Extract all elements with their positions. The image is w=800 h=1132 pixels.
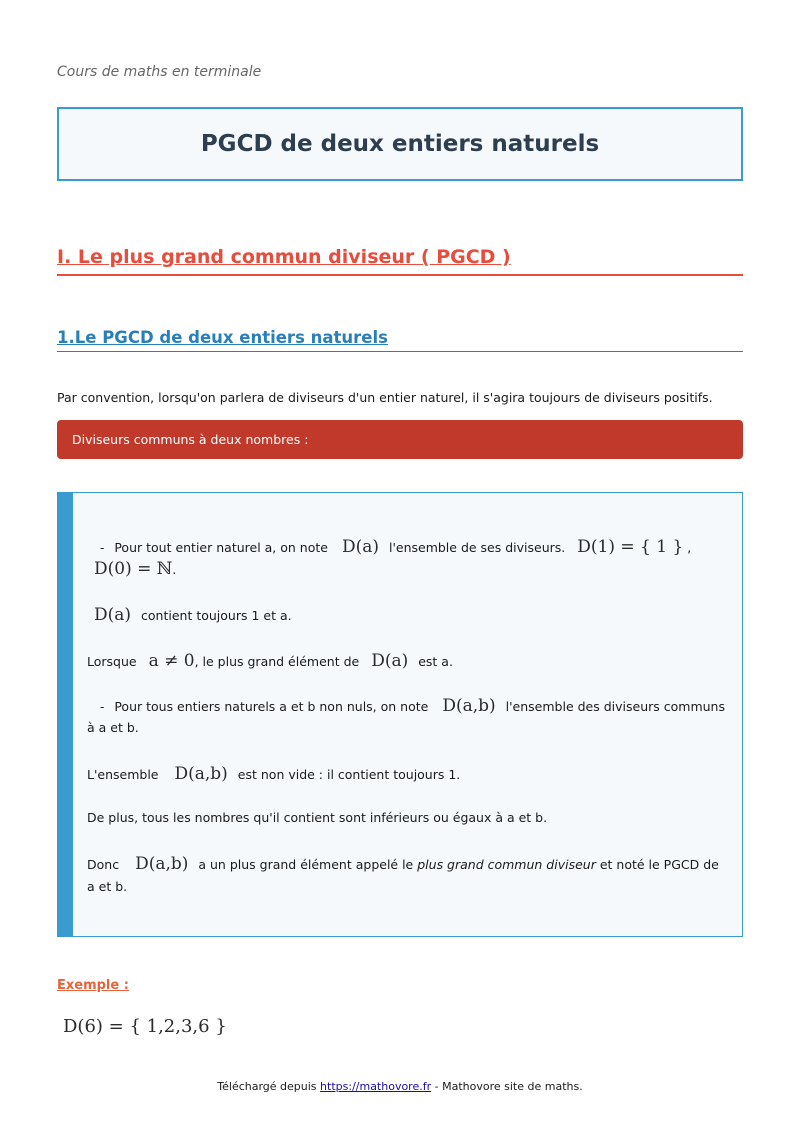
math-formula: a ≠ 0: [148, 651, 195, 671]
definition-line-1: [100, 537, 691, 557]
page-footer: [0, 1080, 800, 1093]
definition-line-3: [94, 605, 292, 625]
definition-line-6: [87, 720, 139, 735]
line-text: est non vide : il contient toujours 1.: [237, 767, 461, 782]
definition-line-9: [87, 854, 719, 874]
line-text: l'ensemble des diviseurs communs: [505, 699, 725, 714]
definition-line-5: [100, 696, 725, 716]
line-text: est a.: [418, 654, 453, 669]
footer-prefix: Téléchargé depuis: [217, 1080, 317, 1093]
line-text: à a et b.: [87, 720, 139, 735]
definition-line-7: [87, 764, 460, 784]
example-label: Exemple :: [57, 978, 129, 993]
math-formula: D(a): [341, 537, 379, 557]
italic-term: plus grand commun diviseur: [417, 857, 596, 872]
math-formula: D(a,b): [442, 696, 496, 716]
math-formula: D(1) = { 1 }: [577, 537, 684, 557]
line-text: .: [172, 562, 177, 577]
definition-line-4: [87, 651, 453, 671]
line-text: Pour tous entiers naturels a et b non nuls, on note: [114, 699, 429, 714]
math-formula: D(a,b): [135, 854, 189, 874]
page-title: PGCD de deux entiers naturels: [200, 131, 600, 157]
line-text: et noté le PGCD de: [599, 857, 719, 872]
bullet-dash: -: [100, 541, 105, 555]
bullet-dash: -: [100, 700, 105, 714]
math-formula: D(a,b): [174, 764, 228, 784]
line-text: Pour tout entier naturel a, on note: [114, 540, 328, 555]
line-text: , le plus grand élément de: [194, 654, 360, 669]
math-formula: D(a): [94, 605, 132, 625]
intro-paragraph: Par convention, lorsqu'on parlera de diviseurs d'un entier naturel, il s'agira toujours de diviseurs positifs.: [57, 390, 713, 405]
definition-line-8: [87, 810, 547, 825]
line-text: a un plus grand élément appelé le: [198, 857, 414, 872]
line-text: L'ensemble: [87, 767, 159, 782]
line-text: De plus, tous les nombres qu'il contient sont inférieurs ou égaux à a et b.: [87, 810, 548, 825]
line-text: l'ensemble de ses diviseurs.: [388, 540, 566, 555]
title-box: [57, 107, 743, 181]
definition-line-10: [87, 879, 127, 894]
footer-suffix: - Mathovore site de maths.: [434, 1080, 583, 1093]
subsection-heading: 1.Le PGCD de deux entiers naturels: [57, 328, 743, 352]
banner-label: Diviseurs communs à deux nombres :: [72, 432, 309, 447]
footer-link[interactable]: https://mathovore.fr: [320, 1080, 432, 1093]
line-text: Donc: [87, 857, 120, 872]
example-formula: D(6) = { 1,2,3,6 }: [63, 1016, 227, 1037]
section-heading: I. Le plus grand commun diviseur ( PGCD ): [57, 246, 743, 276]
definition-line-2: [94, 559, 176, 579]
math-formula: D(a): [371, 651, 409, 671]
line-text: ,: [687, 540, 692, 555]
math-formula: D(0) = ℕ: [94, 559, 173, 579]
definition-banner: [57, 420, 743, 459]
line-text: contient toujours 1 et a.: [141, 608, 292, 623]
course-subtitle: Cours de maths en terminale: [57, 64, 262, 80]
line-text: a et b.: [87, 879, 128, 894]
line-text: Lorsque: [87, 654, 137, 669]
